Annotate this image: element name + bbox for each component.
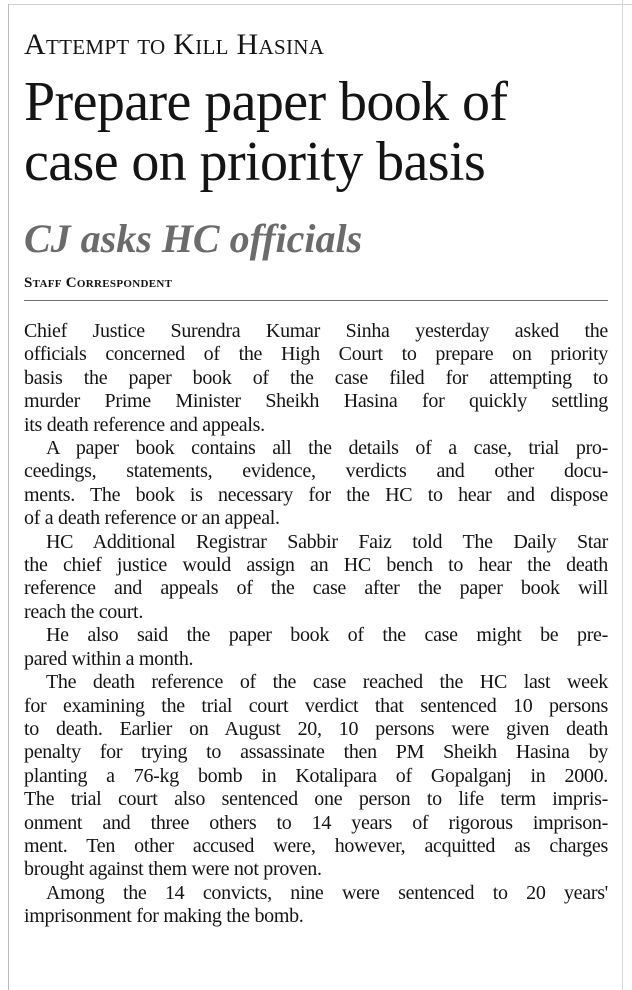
article-kicker: Attempt to Kill Hasina	[24, 28, 325, 61]
text-line: officials concerned of the High Court to prepare on priority	[24, 343, 608, 366]
text-line: onment and three others to 14 years of rigorous imprison-	[24, 811, 608, 834]
text-line: ceedings, statements, evidence, verdicts and other docu-	[24, 460, 608, 483]
text-line: pared within a month.	[24, 647, 194, 670]
text-line: of a death reference or an appeal.	[24, 507, 280, 530]
text-line: its death reference and appeals.	[24, 413, 265, 436]
clipping-right-border	[622, 0, 623, 990]
text-line: imprisonment for making the bomb.	[24, 905, 304, 928]
article-paragraph	[24, 671, 608, 882]
clipping-left-border	[8, 4, 9, 990]
text-line: ment. Ten other accused were, however, acquitted as charges	[24, 834, 608, 857]
text-line: Chief Justice Surendra Kumar Sinha yesterday asked the	[24, 320, 608, 342]
text-line: reach the court.	[24, 600, 144, 623]
text-line: The death reference of the case reached the HC last week	[46, 671, 608, 694]
clipping-top-border	[8, 4, 632, 5]
article-paragraph	[24, 437, 608, 531]
article-paragraph	[24, 624, 608, 671]
text-line: brought against them were not proven.	[24, 858, 322, 881]
text-line: HC Additional Registrar Sabbir Faiz told The Daily Star	[46, 530, 608, 553]
text-line: basis the paper book of the case filed for attempting to	[24, 366, 608, 389]
text-line: murder Prime Minister Sheikh Hasina for quickly settling	[24, 390, 608, 413]
text-line: ments. The book is necessary for the HC to hear and dispose	[24, 483, 608, 506]
article-paragraph	[24, 320, 608, 437]
article-headline	[24, 72, 507, 192]
text-line: the chief justice would assign an HC bench to hear the death	[24, 554, 608, 577]
text-line: A paper book contains all the details of a case, trial pro-	[46, 437, 608, 460]
article-body	[24, 320, 608, 929]
text-line: penalty for trying to assassinate then PM Sheikh Hasina by	[24, 741, 608, 764]
text-line: Among the 14 convicts, nine were sentenced to 20 years'	[46, 881, 608, 904]
article-byline: Staff Correspondent	[24, 275, 173, 291]
article-paragraph	[24, 531, 608, 625]
headline-line: case on priority basis	[24, 131, 486, 193]
text-line: planting a 76-kg bomb in Kotalipara of Gopalganj in 2000.	[24, 764, 608, 787]
text-line: He also said the paper book of the case might be pre-	[46, 624, 608, 647]
article-subheadline: CJ asks HC officials	[24, 216, 363, 261]
text-line: to death. Earlier on August 20, 10 persons were given death	[24, 717, 608, 740]
byline-divider	[24, 300, 608, 301]
text-line: reference and appeals of the case after the paper book will	[24, 577, 608, 600]
article-paragraph	[24, 882, 608, 929]
text-line: The trial court also sentenced one person to life term impris-	[24, 788, 608, 811]
headline-line: Prepare paper book of	[24, 71, 508, 133]
text-line: for examining the trial court verdict that sentenced 10 persons	[24, 694, 608, 717]
